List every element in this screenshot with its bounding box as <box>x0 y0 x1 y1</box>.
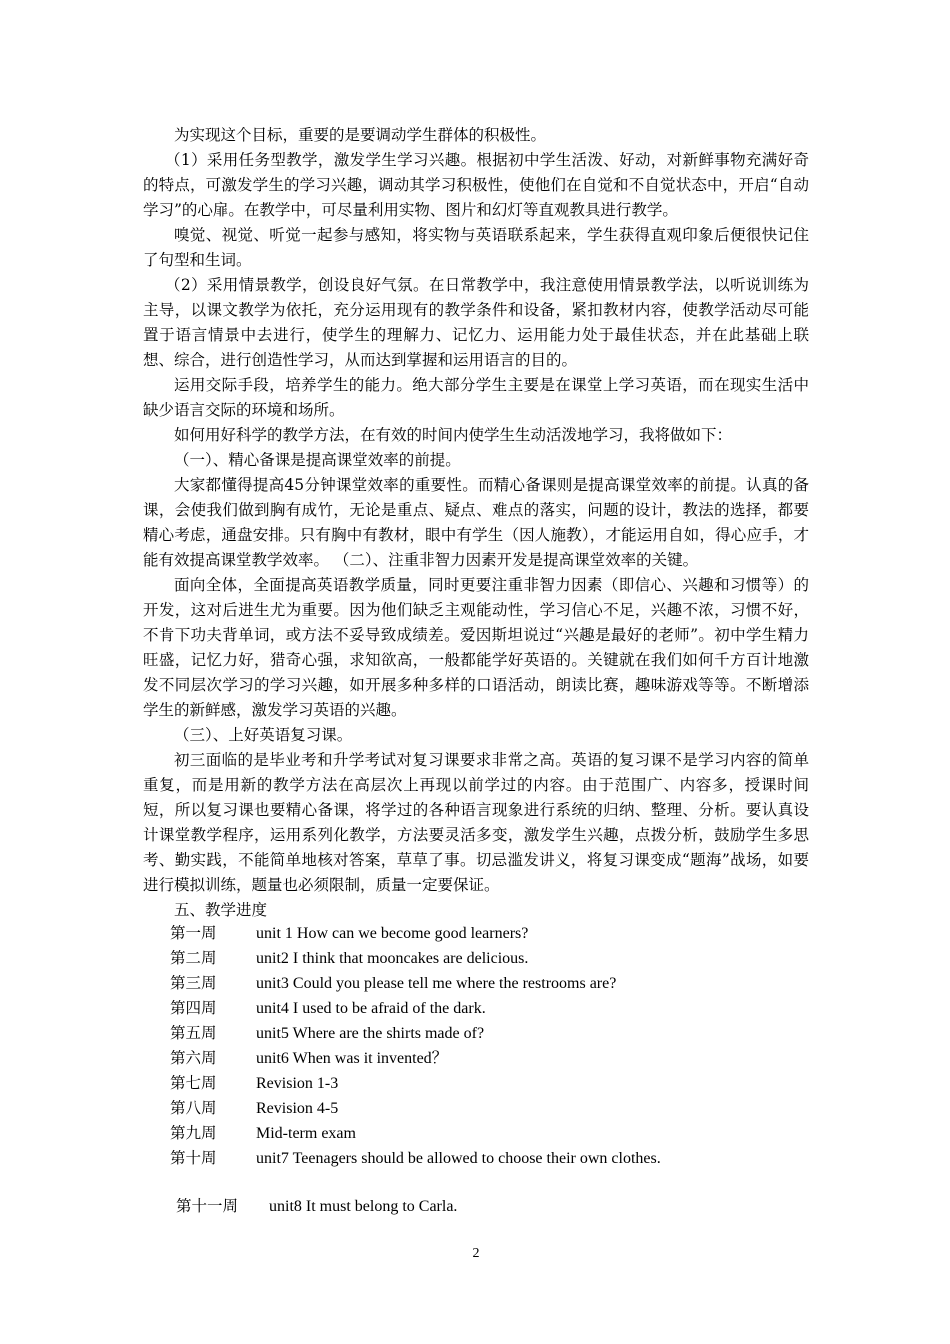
schedule-week: 第七周 <box>170 1074 217 1092</box>
schedule-week: 第十周 <box>170 1149 217 1167</box>
schedule-row <box>170 1046 661 1071</box>
schedule-week: 第四周 <box>170 999 217 1017</box>
paragraph: 如何用好科学的教学方法，在有效的时间内使学生生动活泼地学习，我将做如下： <box>174 426 733 444</box>
schedule-row <box>170 946 661 971</box>
teaching-schedule <box>170 921 661 1171</box>
schedule-week: 第五周 <box>170 1024 217 1042</box>
schedule-unit: unit4 I used to be afraid of the dark. <box>256 1000 486 1017</box>
schedule-unit: Mid-term exam <box>256 1125 356 1142</box>
schedule-unit: unit6 When was it invented？ <box>256 1050 448 1067</box>
schedule-week: 第三周 <box>170 974 217 992</box>
paragraph: （一）、精心备课是提高课堂效率的前提。 <box>174 451 461 469</box>
schedule-row <box>170 1021 661 1046</box>
schedule-unit: unit5 Where are the shirts made of? <box>256 1025 485 1042</box>
schedule-week: 第六周 <box>170 1049 217 1067</box>
paragraph: （2）采用情景教学，创设良好气氛。在日常教学中，我注意使用情景教学法，以听说训练为主导，以课文教学为依托，充分运用现有的教学条件和设备，紧扣教材内容，使教学活动尽可能置于语言情景中去进行，使学生的理解力、记忆力、运用能力处于最佳状态，并在此基础上联想、综合，进行创造性学习，从而达到掌握和运用语言的目的。 <box>143 276 809 369</box>
schedule-week: 第二周 <box>170 949 217 967</box>
schedule-week: 第八周 <box>170 1099 217 1117</box>
paragraph: （三）、上好英语复习课。 <box>174 726 353 744</box>
schedule-unit: unit2 I think that mooncakes are delicious. <box>256 950 529 967</box>
schedule-unit: Revision 1-3 <box>256 1075 339 1092</box>
page-number: 2 <box>472 1246 480 1261</box>
paragraph: 嗅觉、视觉、听觉一起参与感知，将实物与英语联系起来，学生获得直观印象后便很快记住了句型和生词。 <box>143 226 809 269</box>
paragraph: 五、教学进度 <box>174 901 268 919</box>
schedule-row <box>170 1121 661 1146</box>
paragraph: （1）采用任务型教学，激发学生学习兴趣。根据初中学生活泼、好动，对新鲜事物充满好奇的特点，可激发学生的学习兴趣，调动其学习积极性，使他们在自觉和不自觉状态中，开启“自动学习”的心扉。在教学中，可尽量利用实物、图片和幻灯等直观教具进行教学。 <box>143 151 809 219</box>
schedule-row <box>170 1071 661 1096</box>
schedule-unit: unit8 It must belong to Carla. <box>269 1198 458 1215</box>
paragraph: 为实现这个目标，重要的是要调动学生群体的积极性。 <box>174 126 547 144</box>
schedule-row <box>170 996 661 1021</box>
schedule-unit: Revision 4-5 <box>256 1100 339 1117</box>
schedule-row <box>170 971 661 996</box>
schedule-unit: unit 1 How can we become good learners? <box>256 925 529 942</box>
paragraph: 运用交际手段，培养学生的能力。绝大部分学生主要是在课堂上学习英语，而在现实生活中缺少语言交际的环境和场所。 <box>143 376 809 419</box>
schedule-week: 第十一周 <box>176 1197 239 1215</box>
schedule-week: 第九周 <box>170 1124 217 1142</box>
schedule-row <box>170 921 661 946</box>
schedule-row-extra <box>176 1194 457 1216</box>
schedule-unit: unit7 Teenagers should be allowed to choose their own clothes. <box>256 1150 661 1167</box>
schedule-row <box>170 1096 661 1121</box>
paragraph: 初三面临的是毕业考和升学考试对复习课要求非常之高。英语的复习课不是学习内容的简单重复，而是用新的教学方法在高层次上再现以前学过的内容。由于范围广、内容多，授课时间短，所以复习课也要精心备课，将学过的各种语言现象进行系统的归纳、整理、分析。要认真设计课堂教学程序，运用系列化教学，方法要灵活多变，激发学生兴趣，点拨分析，鼓励学生多思考、勤实践，不能简单地核对答案，草草了事。切忌滥发讲义，将复习课变成“题海”战场，如要进行模拟训练，题量也必须限制，质量一定要保证。 <box>143 751 809 894</box>
schedule-unit: unit3 Could you please tell me where the restrooms are? <box>256 975 617 992</box>
paragraph: 面向全体，全面提高英语教学质量，同时更要注重非智力因素（即信心、兴趣和习惯等）的开发，这对后进生尤为重要。因为他们缺乏主观能动性，学习信心不足，兴趣不浓，习惯不好，不肯下功夫背单词，或方法不妥导致成绩差。爱因斯坦说过“兴趣是最好的老师”。初中学生精力旺盛，记忆力好，猎奇心强，求知欲高，一般都能学好英语的。关键就在我们如何千方百计地激发不同层次学习的学习兴趣，如开展多种多样的口语活动，朗读比赛，趣味游戏等等。不断增添学生的新鲜感，激发学习英语的兴趣。 <box>143 576 809 719</box>
schedule-row <box>170 1146 661 1171</box>
schedule-week: 第一周 <box>170 924 217 942</box>
body-text <box>143 123 809 923</box>
paragraph: 大家都懂得提高45分钟课堂效率的重要性。而精心备课则是提高课堂效率的前提。认真的备课，会使我们做到胸有成竹，无论是重点、疑点、难点的落实，问题的设计，教法的选择，都要精心考虑，通盘安排。只有胸中有教材，眼中有学生（因人施教），才能运用自如，得心应手，才能有效提高课堂教学效率。 （二）、注重非智力因素开发是提高课堂效率的关键。 <box>143 476 809 569</box>
